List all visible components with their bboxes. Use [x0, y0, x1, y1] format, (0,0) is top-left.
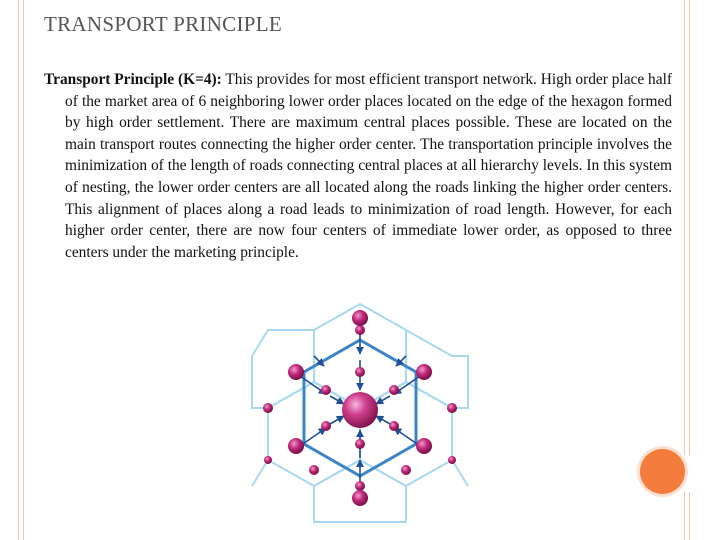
transport-principle-diagram: [240, 296, 480, 526]
body-text: This provides for most efficient transport network. High order place half of the market area of 6 neighboring lower order places located on the edge of the hexagon formed by high order settlement. There are maximum central places possible. These are located on the main transport routes connecting the higher order center. The transportation principle involves the minimization of the length of roads connecting central places at all hierarchy levels. In this system of nesting, the lower order centers are all located along the roads linking the higher order centers. This alignment of places along a road leads to minimization of road length. However, for each higher order center, there are now four centers of immediate lower order, as opposed to three centers under the marketing principle.: [65, 71, 672, 261]
left-frame-line: [18, 0, 24, 540]
higher-order-center-node: [342, 392, 378, 428]
body-paragraph: [44, 69, 672, 263]
right-frame-line-lower: [684, 492, 690, 540]
right-frame-line: [684, 0, 690, 455]
slide-title: TRANSPORT PRINCIPLE: [44, 12, 283, 36]
lead-term: Transport Principle (K=4):: [44, 71, 222, 88]
decorative-orange-circle: [640, 449, 685, 494]
